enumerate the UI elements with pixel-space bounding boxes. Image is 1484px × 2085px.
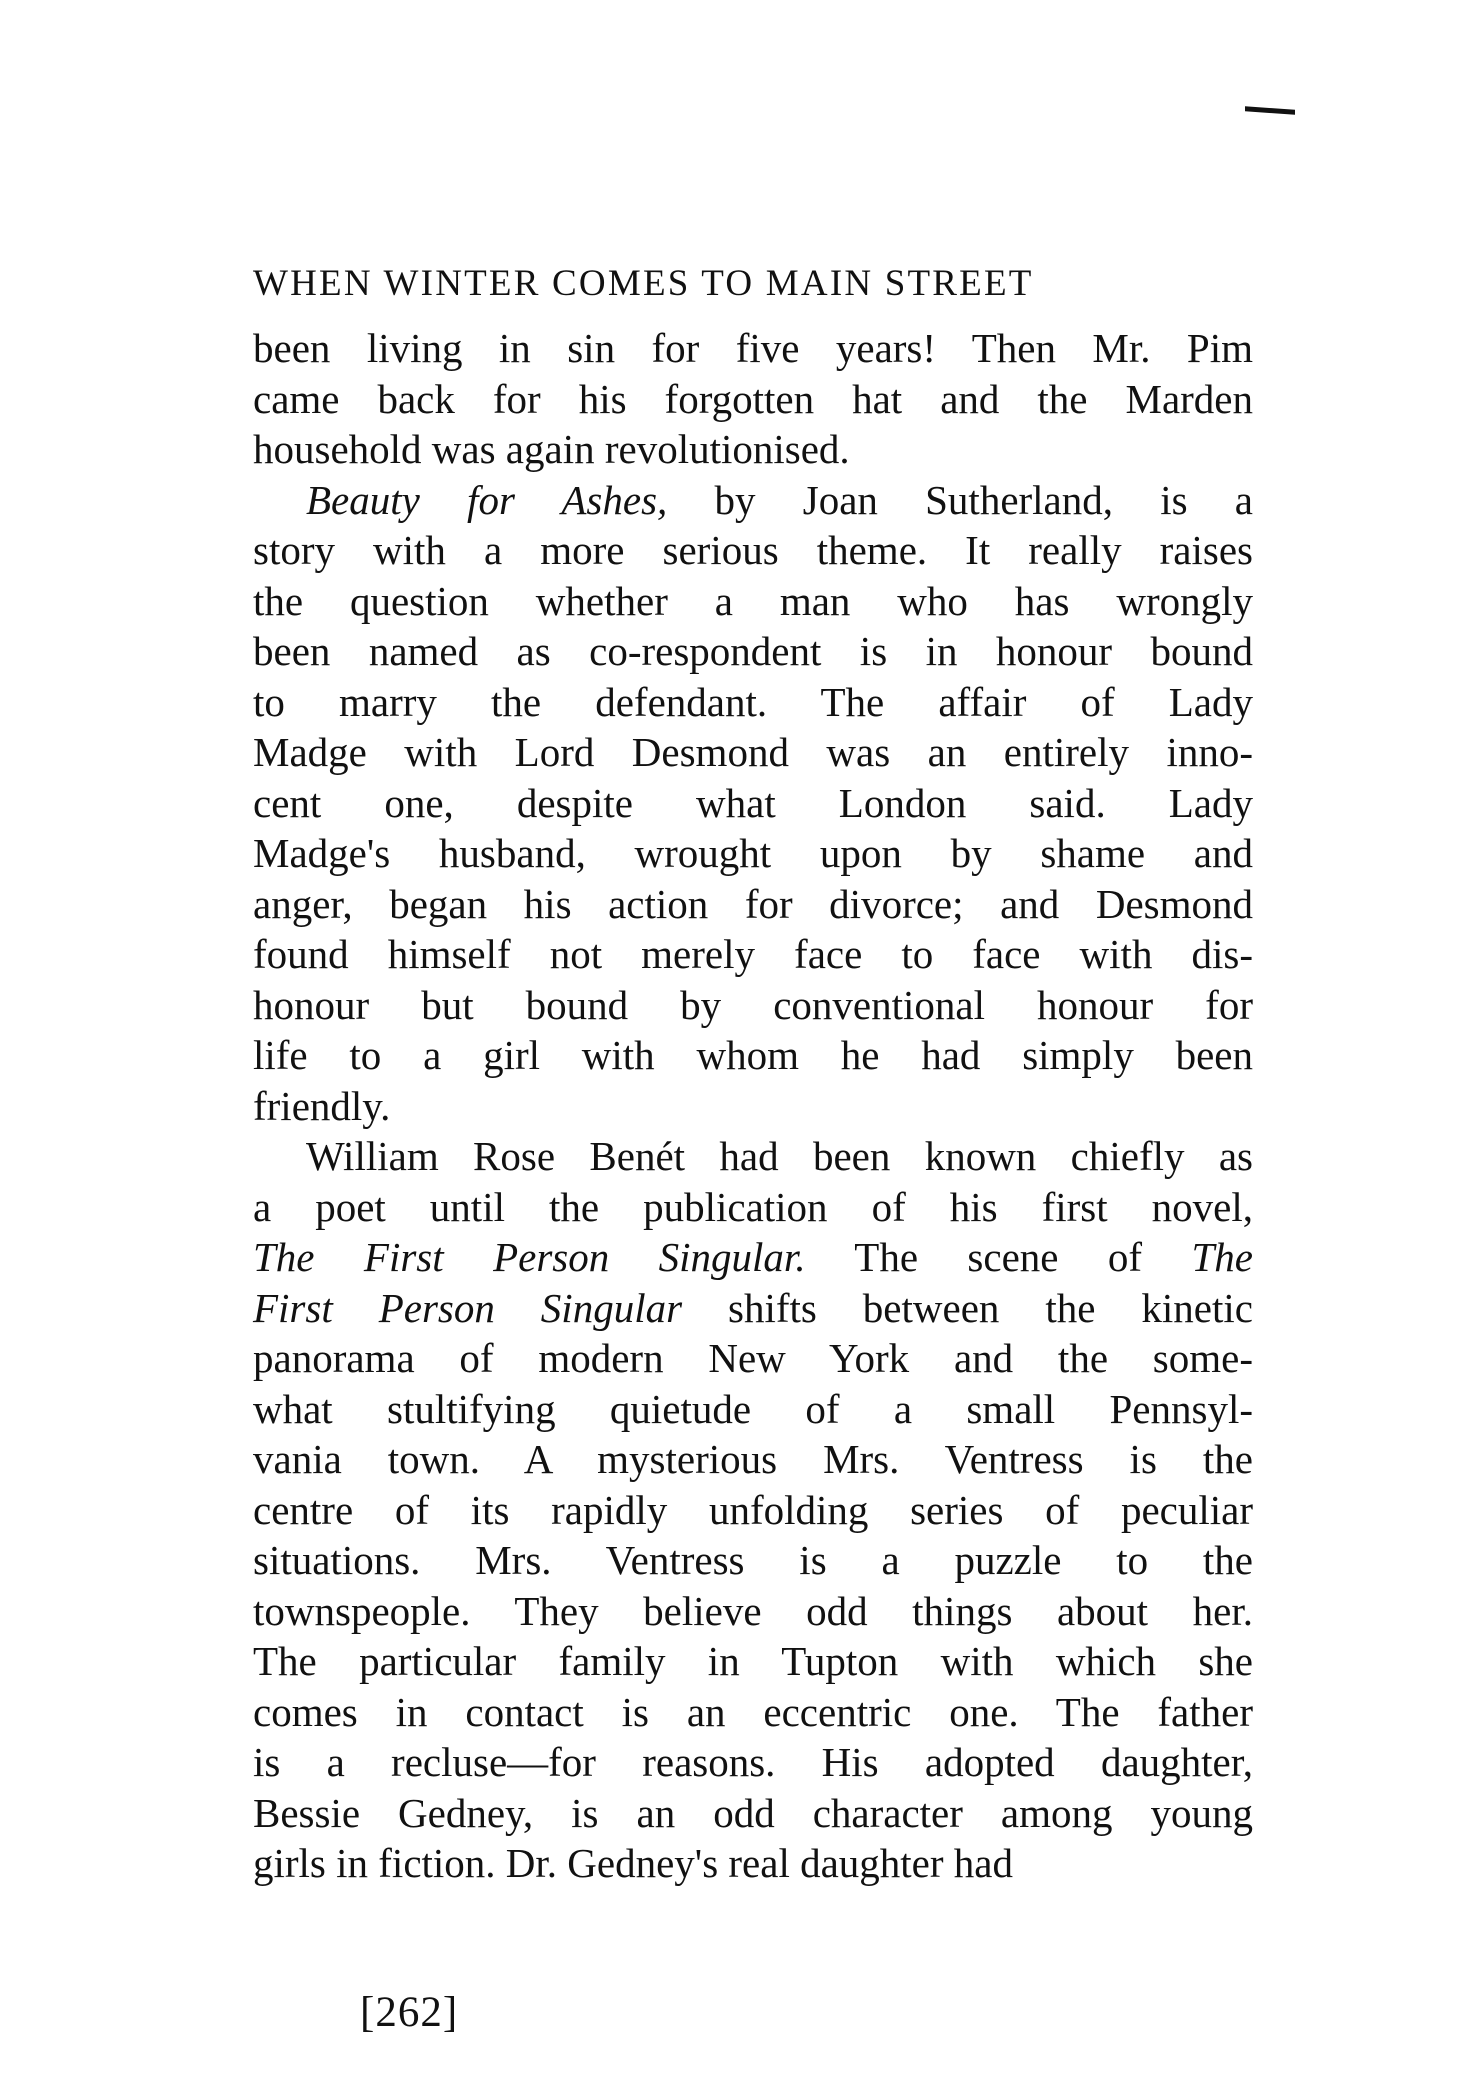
text-line: [253, 1737, 1253, 1788]
italic-title: The First Person Singular.: [253, 1234, 806, 1280]
text-segment: story with a more serious theme. It really raises: [253, 527, 1253, 573]
text-segment: what stultifying quietude of a small Pennsyl-: [253, 1385, 1253, 1432]
text-segment: household was again revolutionised.: [253, 426, 850, 472]
text-line: [253, 1283, 1253, 1334]
text-line: [253, 323, 1253, 374]
text-segment: Madge with Lord Desmond was an entirely inno-: [253, 729, 1253, 775]
text-line: [253, 475, 1253, 526]
text-line: [253, 727, 1253, 778]
text-segment: cent one, despite what London said. Lady: [253, 779, 1253, 826]
text-line: [253, 1535, 1253, 1586]
text-segment: Bessie Gedney, is an odd character among young: [253, 1789, 1253, 1836]
text-segment: comes in contact is an eccentric one. The father: [253, 1688, 1253, 1735]
text-line: [253, 879, 1253, 930]
corner-mark: [1245, 106, 1295, 114]
text-segment: came back for his forgotten hat and the Marden: [253, 375, 1253, 422]
text-segment: to marry the defendant. The affair of Lady: [253, 678, 1253, 725]
italic-title: First Person Singular: [253, 1284, 683, 1331]
text-line: [253, 1081, 1253, 1132]
text-segment: shifts between the kinetic: [682, 1284, 1253, 1331]
text-line: [253, 1333, 1253, 1384]
text-segment: townspeople. They believe odd things about her.: [253, 1587, 1253, 1634]
text-line: [253, 778, 1253, 829]
text-segment: situations. Mrs. Ventress is a puzzle to the: [253, 1537, 1253, 1583]
text-line: [253, 980, 1253, 1031]
italic-title: The: [1191, 1234, 1253, 1280]
text-line: [253, 525, 1253, 576]
text-segment: life to a girl with whom he had simply been: [253, 1032, 1253, 1078]
text-segment: friendly.: [253, 1082, 391, 1129]
text-line: [253, 1182, 1253, 1233]
text-line: [253, 828, 1253, 879]
text-line: [253, 1384, 1253, 1435]
text-segment: been living in sin for five years! Then Mr. Pim: [253, 325, 1253, 371]
text-line: [253, 576, 1253, 627]
text-line: [253, 1232, 1253, 1283]
text-segment: centre of its rapidly unfolding series of peculiar: [253, 1486, 1253, 1533]
text-line: [253, 1788, 1253, 1839]
text-segment: found himself not merely face to face with dis-: [253, 931, 1253, 977]
text-segment: is a recluse—for reasons. His adopted daughter,: [253, 1739, 1253, 1785]
text-line: [253, 677, 1253, 728]
text-line: [253, 1586, 1253, 1637]
text-line: [253, 1687, 1253, 1738]
text-segment: The particular family in Tupton with which she: [253, 1638, 1253, 1684]
text-segment: panorama of modern New York and the some-: [253, 1335, 1253, 1381]
text-line: [253, 424, 1253, 475]
running-head: WHEN WINTER COMES TO MAIN STREET: [253, 263, 1034, 304]
italic-title: Beauty for Ashes,: [306, 476, 668, 523]
text-segment: Madge's husband, wrought upon by shame and: [253, 830, 1253, 876]
text-line: [253, 374, 1253, 425]
text-line: [253, 626, 1253, 677]
text-line: [253, 1131, 1253, 1182]
text-segment: honour but bound by conventional honour for: [253, 981, 1253, 1028]
text-segment: The scene of: [805, 1234, 1192, 1280]
text-segment: girls in fiction. Dr. Gedney's real daughter had: [253, 1840, 1013, 1886]
text-segment: a poet until the publication of his first novel,: [253, 1183, 1253, 1230]
text-segment: anger, began his action for divorce; and Desmond: [253, 880, 1253, 927]
text-segment: been named as co-respondent is in honour bound: [253, 628, 1253, 674]
text-line: [253, 1030, 1253, 1081]
text-line: [253, 1485, 1253, 1536]
text-line: [253, 1434, 1253, 1485]
text-line: [253, 929, 1253, 980]
text-line: [253, 1636, 1253, 1687]
text-segment: the question whether a man who has wrongly: [253, 577, 1253, 624]
text-segment: vania town. A mysterious Mrs. Ventress is the: [253, 1436, 1253, 1482]
text-segment: by Joan Sutherland, is a: [667, 476, 1253, 523]
page-number: [262]: [360, 1989, 459, 2036]
text-segment: William Rose Benét had been known chiefly as: [306, 1133, 1253, 1179]
text-line: [253, 1838, 1253, 1889]
body-text: [253, 323, 1253, 1889]
